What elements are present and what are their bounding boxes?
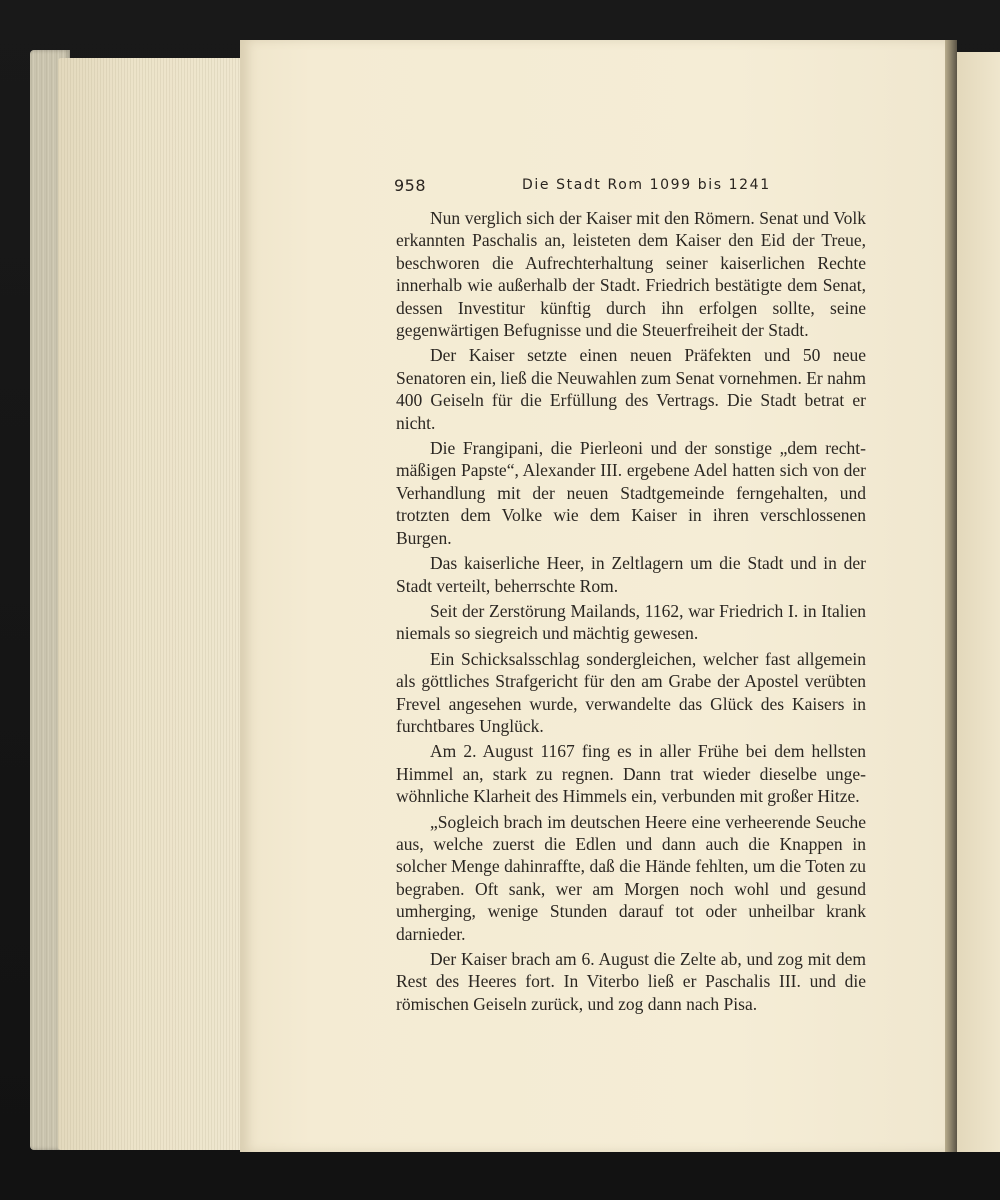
paragraph: Am 2. August 1167 fing es in aller Frühe bei dem hellsten Himmel an, stark zu regnen. Dann trat wieder dieselbe ungewöhnliche Klarheit des Himmels ein, verbunden mit großer Hitze. [396,741,866,807]
paragraph: Das kaiserliche Heer, in Zeltlagern um die Stadt und in der Stadt verteilt, beherrschte Rom. [396,553,866,596]
paragraph: Nun verglich sich der Kaiser mit den Römern. Senat und Volk erkannten Paschalis an, leisteten dem Kaiser den Eid der Treue, beschworen die Aufrechterhaltung seiner kaiserlichen Rechte innerhalb wie außerhalb der Stadt. Friedrich bestätigte dem Senat, dessen Investitur künftig durch ihn erfolgen sollte, seine gegenwärtigen Befugnisse und die Steuerfreiheit der Stadt. [396,208,866,341]
page-header [394,176,864,198]
stacked-page-edges [58,58,242,1150]
facing-page-edge [957,52,1000,1152]
paragraph: Der Kaiser setzte einen neuen Präfekten und 50 neue Senatoren ein, ließ die Neuwahlen zum Senat vornehmen. Er nahm 400 Geiseln für die Erfüllung des Vertrags. Die Stadt betrat er nicht. [396,345,866,433]
page-number: 958 [394,176,427,195]
paragraph: „Sogleich brach im deutschen Heere eine verheerende Seuche aus, welche zuerst die Edlen und dann auch die Knappen in solcher Menge dahinraffte, daß die Hände fehlten, um die Toten zu begraben. Oft sank, wer am Morgen noch wohl und gesund umherging, wenige Stunden darauf tot oder unheilbar krank darnieder. [396,811,866,944]
paragraph: Die Frangipani, die Pierleoni und der sonstige „dem rechtmäßigen Papste“, Alexander III. ergebene Adel hatten sich von der Verhandlung mit der neuen Stadtgemeinde ferngehalten, und trotzten dem Volke wie dem Kaiser in ihren verschlossenen Burgen. [396,438,866,548]
body-text [396,207,866,1018]
paragraph: Ein Schicksalsschlag sondergleichen, welcher fast allgemein als göttliches Strafgericht für den am Grabe der Apostel verübten Frevel angesehen wurde, verwandelte das Glück des Kaisers in furchtbares Unglück. [396,648,866,736]
paragraph: Der Kaiser brach am 6. August die Zelte ab, und zog mit dem Rest des Heeres fort. In Viterbo ließ er Paschalis III. und die römischen Geiseln zurück, und zog dann nach Pisa. [396,949,866,1014]
paragraph: Seit der Zerstörung Mailands, 1162, war Friedrich I. in Italien niemals so siegreich und mächtig gewesen. [396,600,866,644]
book-gutter [945,40,957,1152]
running-head: Die Stadt Rom 1099 bis 1241 [522,177,771,193]
